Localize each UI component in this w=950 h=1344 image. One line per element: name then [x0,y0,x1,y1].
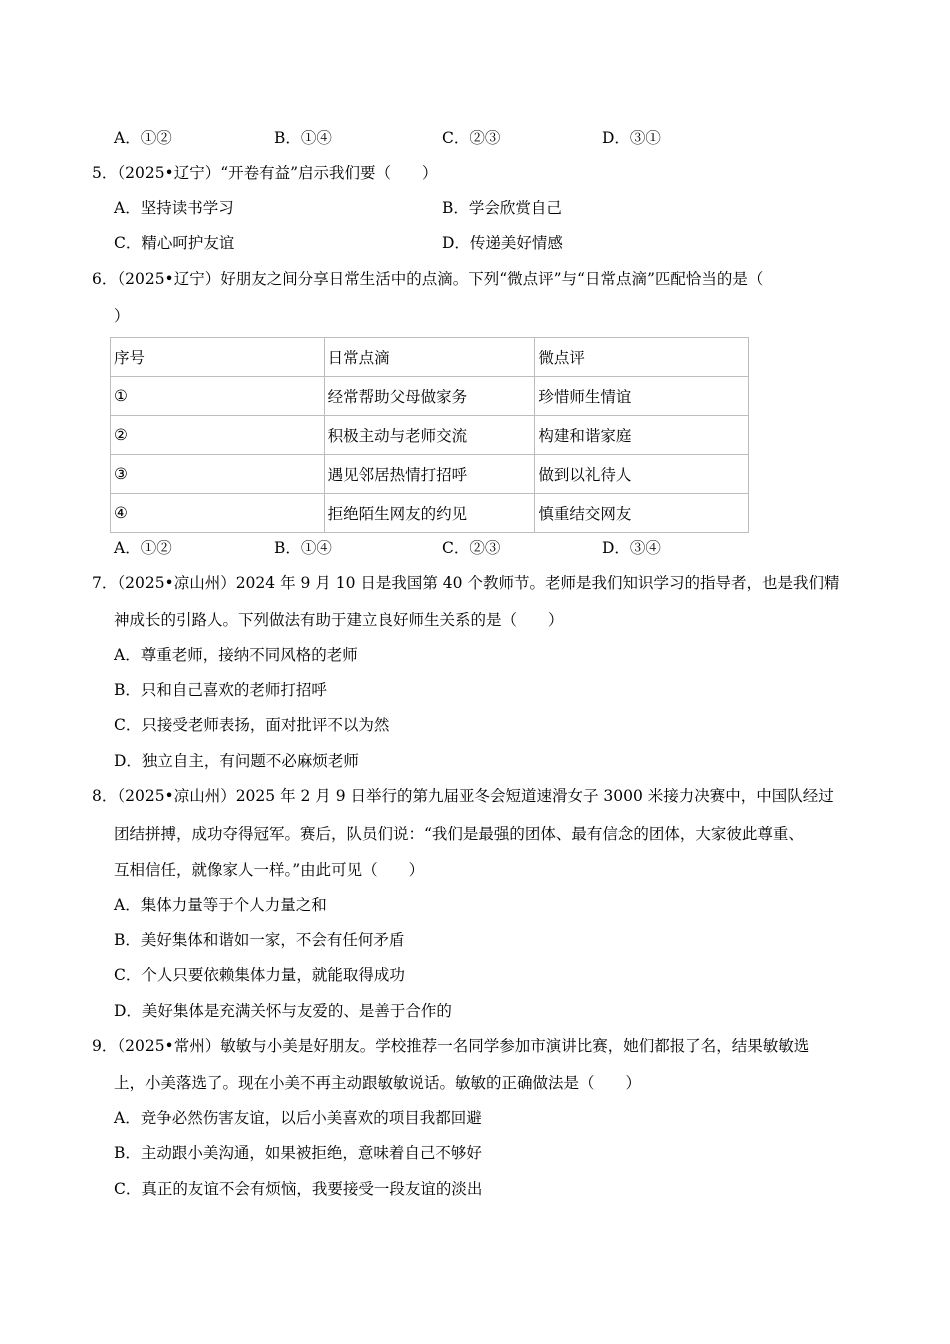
table-cell: 构建和谐家庭 [535,416,749,455]
table-header-row [111,338,749,377]
table-row [111,455,749,494]
table-cell: ④ [111,494,325,533]
table-cell: 积极主动与老师交流 [324,416,535,455]
q8-option-c[interactable]: C．个人只要依赖集体力量，就能取得成功 [114,966,405,984]
table-row [111,377,749,416]
q8-stem-line3: 互相信任，就像家人一样。”由此可见（ ） [114,861,425,879]
q8-option-d[interactable]: D．美好集体是充满关怀与友爱的、是善于合作的 [114,1002,452,1020]
q6-option-a[interactable]: A．①② [114,539,172,557]
q9-option-a[interactable]: A．竞争必然伤害友谊，以后小美喜欢的项目我都回避 [114,1109,482,1127]
q5-option-d[interactable]: D．传递美好情感 [442,234,563,252]
q5-option-b[interactable]: B．学会欣赏自己 [442,199,562,217]
q6-stem-line2: ） [114,307,130,325]
q7-stem-line1: 7．（2025•凉山州）2024 年 9 月 10 日是我国第 40 个教师节。老师是我们知识学习的指导者，也是我们精 [92,574,840,592]
table-cell: 慎重结交网友 [535,494,749,533]
table-header-cell: 日常点滴 [324,338,535,377]
table-cell: 珍惜师生情谊 [535,377,749,416]
table-cell: 拒绝陌生网友的约见 [324,494,535,533]
table-cell: ① [111,377,325,416]
q8-stem-line2: 团结拼搏，成功夺得冠军。赛后，队员们说：“我们是最强的团体、最有信念的团体，大家彼此尊重、 [114,825,804,843]
table-cell: 遇见邻居热情打招呼 [324,455,535,494]
q4-option-a[interactable]: A．①② [114,129,172,147]
q5-stem: 5．（2025•辽宁）“开卷有益”启示我们要（ ） [92,164,438,182]
table-header-cell: 序号 [111,338,325,377]
table-cell: ② [111,416,325,455]
q6-option-b[interactable]: B．①④ [274,539,332,557]
table-cell: 经常帮助父母做家务 [324,377,535,416]
q6-option-d[interactable]: D．③④ [602,539,661,557]
q7-option-a[interactable]: A．尊重老师，接纳不同风格的老师 [114,646,358,664]
table-cell: ③ [111,455,325,494]
q8-option-a[interactable]: A．集体力量等于个人力量之和 [114,896,327,914]
q9-stem-line2: 上，小美落选了。现在小美不再主动跟敏敏说话。敏敏的正确做法是（ ） [114,1074,642,1092]
q4-option-b[interactable]: B．①④ [274,129,332,147]
q4-option-c[interactable]: C．②③ [442,129,501,147]
table-header-cell: 微点评 [535,338,749,377]
table-row [111,494,749,533]
q4-option-d[interactable]: D．③① [602,129,661,147]
q6-table [110,337,749,533]
q9-option-b[interactable]: B．主动跟小美沟通，如果被拒绝，意味着自己不够好 [114,1144,482,1162]
q5-option-a[interactable]: A．坚持读书学习 [114,199,234,217]
q7-stem-line2: 神成长的引路人。下列做法有助于建立良好师生关系的是（ ） [114,611,564,629]
q5-option-c[interactable]: C．精心呵护友谊 [114,234,235,252]
q6-option-c[interactable]: C．②③ [442,539,501,557]
table-row [111,416,749,455]
table-cell: 做到以礼待人 [535,455,749,494]
q6-stem-line1: 6．（2025•辽宁）好朋友之间分享日常生活中的点滴。下列“微点评”与“日常点滴”匹配恰当的是（ [92,270,764,288]
q8-option-b[interactable]: B．美好集体和谐如一家，不会有任何矛盾 [114,931,405,949]
q7-option-c[interactable]: C．只接受老师表扬，面对批评不以为然 [114,716,390,734]
q7-option-b[interactable]: B．只和自己喜欢的老师打招呼 [114,681,327,699]
q9-stem-line1: 9．（2025•常州）敏敏与小美是好朋友。学校推荐一名同学参加市演讲比赛，她们都报了名，结果敏敏选 [92,1037,810,1055]
q7-option-d[interactable]: D．独立自主，有问题不必麻烦老师 [114,752,359,770]
q8-stem-line1: 8．（2025•凉山州）2025 年 2 月 9 日举行的第九届亚冬会短道速滑女子 3000 米接力决赛中，中国队经过 [92,787,834,805]
q9-option-c[interactable]: C．真正的友谊不会有烦恼，我要接受一段友谊的淡出 [114,1180,483,1198]
